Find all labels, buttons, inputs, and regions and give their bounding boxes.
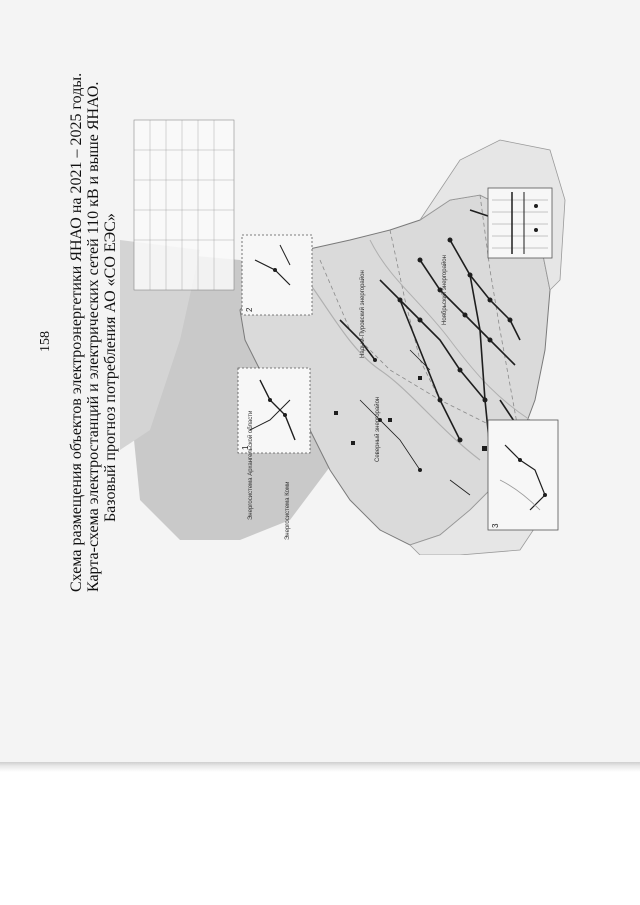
label-northern-hub: Северный энергорайон <box>375 396 381 462</box>
label-noyabrsk-hub: Ноябрьский энергорайон <box>442 255 448 325</box>
page-title-line-3: Базовый прогноз потребления АО «СО ЕЭС» <box>102 213 119 522</box>
inset-number-1: 1 <box>241 445 250 450</box>
page-title-line-1: Схема размещения объектов электроэнергетики ЯНАО на 2021 – 2025 годы. <box>68 72 85 592</box>
inset-2-frame <box>242 235 312 315</box>
label-komi-system: Энергосистема Коми <box>285 481 291 540</box>
page-number: 158 <box>38 331 53 352</box>
inset-number-3: 3 <box>491 523 500 528</box>
energy-map <box>120 100 570 555</box>
legend-table <box>134 120 234 290</box>
label-arkhangelsk-system: Энергосистема Архангельской области <box>248 410 254 520</box>
legend-box-right <box>488 188 552 258</box>
scan-edge <box>0 762 640 772</box>
inset-number-2: 2 <box>245 307 254 312</box>
inset-3-frame <box>488 420 558 530</box>
label-nadym-hub: Надым-Пуровский энергорайон <box>360 270 366 358</box>
map-drawing <box>120 100 570 555</box>
page-title-line-2: Карта-схема электростанций и электрических сетей 110 кВ и выше ЯНАО. <box>85 81 102 592</box>
